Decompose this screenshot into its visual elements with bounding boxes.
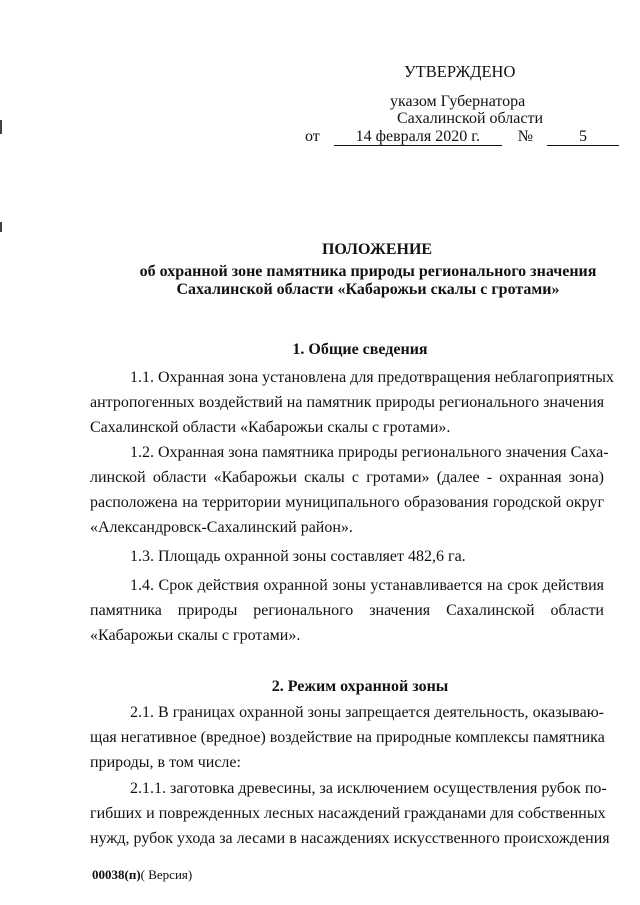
approval-number: 5 xyxy=(547,128,619,146)
paragraph-line: 2.1. В границах охранной зоны запрещается деятельность, оказываю- xyxy=(130,704,604,721)
document-subtitle-line2: Сахалинской области «Кабарожьи скалы с гротами» xyxy=(176,281,560,298)
paragraph-line: расположена на территории муниципального образования городской округ xyxy=(90,494,604,511)
paragraph-line: нужд, рубок ухода за лесами в насаждениях искусственного происхождения xyxy=(90,830,610,847)
paragraph-line: 1.1. Охранная зона установлена для предотвращения неблагоприятных xyxy=(130,369,615,386)
paragraph-1-4 xyxy=(90,573,604,648)
document-version: ( Версия) xyxy=(140,867,193,882)
paragraph-line: «Александровск-Сахалинский район». xyxy=(90,519,353,536)
paragraph-1-3 xyxy=(90,544,604,569)
paragraph-line: памятника природы регионального значения Сахалинской области xyxy=(90,602,604,619)
scan-edge-mark xyxy=(0,222,2,232)
paragraph-line: 1.2. Охранная зона памятника природы регионального значения Саха- xyxy=(130,444,609,461)
paragraph-line: «Кабарожьи скалы с гротами». xyxy=(90,627,301,644)
paragraph-1-2 xyxy=(90,440,609,540)
date-prefix: от xyxy=(305,128,320,145)
paragraph-line: 2.1.1. заготовка древесины, за исключением осуществления рубок по- xyxy=(130,780,607,797)
document-code xyxy=(92,867,192,883)
paragraph-line: щая негативное (вредное) воздействие на природные комплексы памятника xyxy=(90,729,605,746)
paragraph-1-1 xyxy=(90,365,615,440)
approval-date: 14 февраля 2020 г. xyxy=(334,128,502,146)
document-subtitle-line1: об охранной зоне памятника природы регионального значения xyxy=(139,263,597,280)
section-heading: 2. Режим охранной зоны xyxy=(271,678,449,695)
paragraph-line: линской области «Кабарожьи скалы с гротами» (далее - охранная зона) xyxy=(90,469,604,486)
document-title: ПОЛОЖЕНИЕ xyxy=(321,241,433,258)
approval-title: УТВЕРЖДЕНО xyxy=(404,62,516,81)
section-heading: 1. Общие сведения xyxy=(292,341,428,358)
paragraph-line: 1.4. Срок действия охранной зоны устанавливается на срок действия xyxy=(130,577,604,594)
approval-region: Сахалинской области xyxy=(397,110,544,127)
paragraph-line: природы, в том числе: xyxy=(90,754,241,771)
paragraph-line: 1.3. Площадь охранной зоны составляет 482,6 га. xyxy=(130,548,466,565)
paragraph-line: Сахалинской области «Кабарожьи скалы с гротами». xyxy=(90,419,451,436)
paragraph-line: гибших и поврежденных лесных насаждений гражданами для собственных xyxy=(90,805,606,822)
document-code-number: 00038(п) xyxy=(92,867,141,882)
number-sign: № xyxy=(517,128,534,145)
paragraph-2-1 xyxy=(90,700,604,775)
approval-by: указом Губернатора xyxy=(390,93,526,110)
approval-date-row xyxy=(305,127,619,147)
paragraph-2-1-1 xyxy=(90,776,610,851)
paragraph-line: антропогенных воздействий на памятник природы регионального значения xyxy=(90,394,605,411)
scan-edge-mark xyxy=(0,120,2,134)
